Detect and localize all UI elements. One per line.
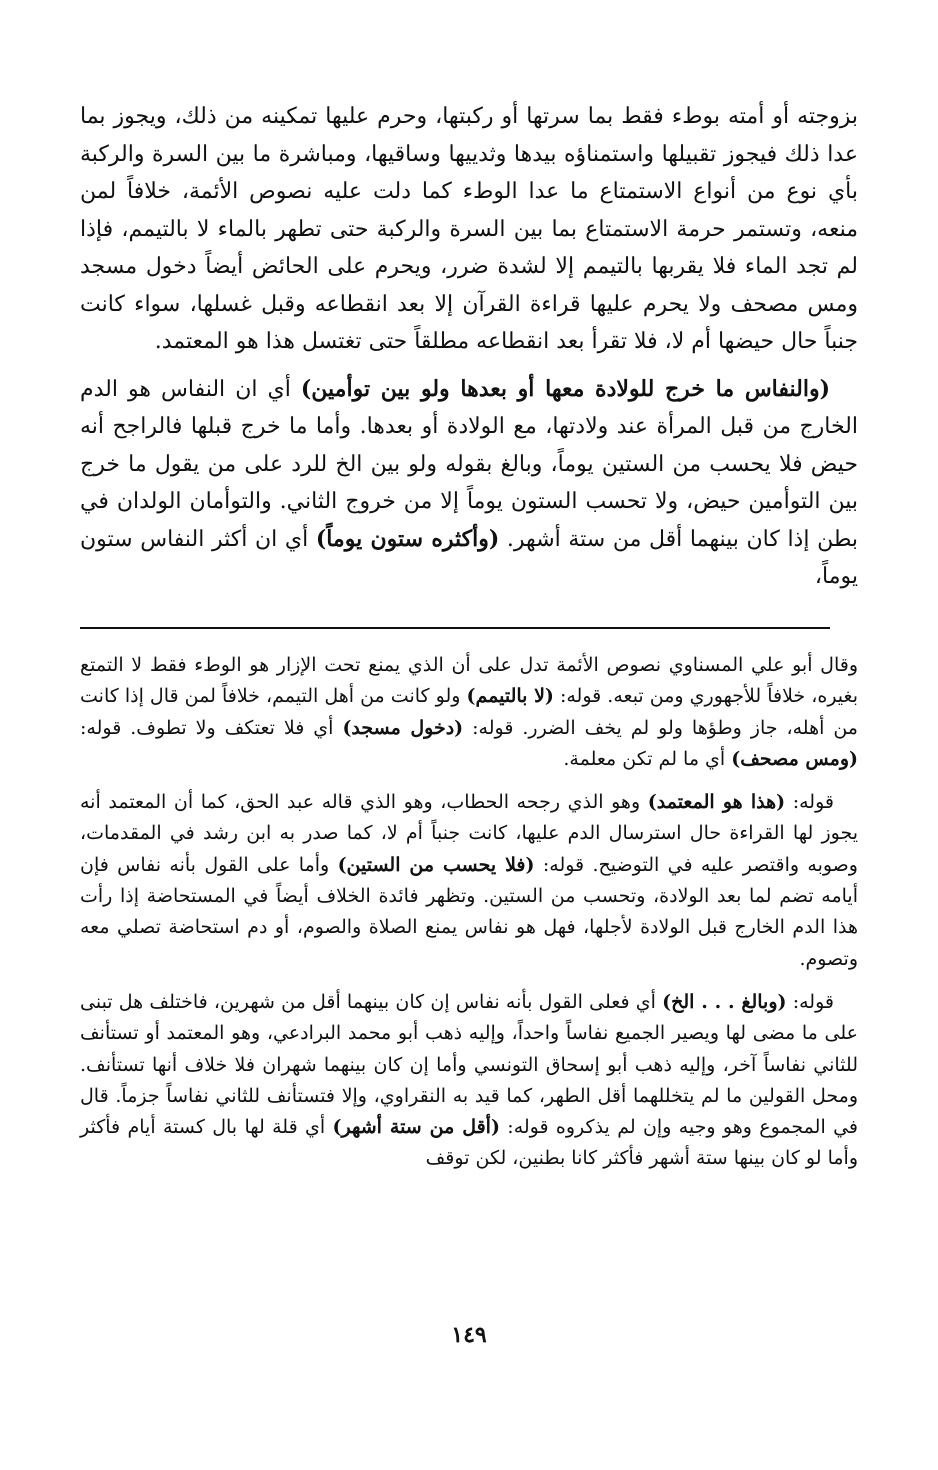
footnote-2-quote-2: (فلا يحسب من الستين) (337, 853, 535, 876)
footnote-1-text-2: ولو كانت من أهل التيمم، خلافاً لمن قال إذا كانت من أهله، جاز وطؤها ولو لم يخف الضرر. قوله: (80, 685, 858, 739)
footnote-3-quote-2: (أقل من ستة أشهر) (332, 1116, 500, 1139)
main-paragraph-2 (80, 371, 858, 596)
footnote-3-text-3: أي قلة لها بال كستة أيام فأكثر وأما لو كان بينها ستة أشهر فأكثر كانا بطنين، لكن توقف (80, 1116, 858, 1170)
footnote-1-text-3: أي فلا تعتكف ولا تطوف. قوله: (80, 716, 343, 739)
footnote-3-text-1: قوله: (786, 990, 834, 1013)
main-paragraph-2-text-2: أي ان أكثر النفاس ستون يوماً، (80, 526, 858, 589)
footnote-1-quote-3: (ومس مصحف) (731, 747, 858, 770)
main-paragraph-1 (80, 98, 858, 361)
footnote-3-quote-1: (وبالغ . . . الخ) (662, 990, 787, 1013)
footnote-2 (80, 787, 858, 975)
footnote-1-text-4: أي ما لم تكن معلمة. (563, 747, 732, 770)
footnote-2-text-2: وهو الذي رجحه الحطاب، وهو الذي قاله عبد الحق، كما أن المعتمد أنه يجوز لها القراءة حال استرسال الدم عليها، كانت جنباً أم لا، كما صدر به ابن رشد في المقدمات، وصوبه واقتصر عليه في التوضيح. قوله: (80, 791, 858, 876)
main-paragraph-2-text-1: أي ان النفاس هو الدم الخارج من قبل المرأة عند ولادتها، مع الولادة أو بعدها. وأما ما خرج قبلها فالراجح أنه حيض فلا يحسب من الستين يوماً، وبالغ بقوله ولو بين الخ للرد على من يقول ما خرج بين التوأمين حيض، ولا تحسب الستون يوماً إلا من خروج الثاني. والتوأمان الولدان في بطن إذا كان بينهما أقل من ستة أشهر. (80, 376, 859, 552)
footnote-2-quote-1: (هذا هو المعتمد) (647, 791, 786, 814)
footnote-3 (80, 987, 858, 1175)
footnote-divider (80, 627, 830, 629)
footnote-2-text-1: قوله: (785, 791, 834, 814)
footnote-2-text-3: وأما على القول بأنه نفاس فإن أيامه تضم لما بعد الولادة، وتحسب من الستين. وتظهر فائدة الخلاف أيضاً في المستحاضة إذا رأت هذا الدم الخارج قبل الولادة لأجلها، فهل هو نفاس يمنع الصلاة والصوم، أو دم استحاضة تصلي معه وتصوم. (80, 853, 858, 970)
footnote-1-text-1: وقال أبو علي المسناوي نصوص الأئمة تدل على أن الذي يمنع تحت الإزار هو الوطء فقط لا التمتع بغيره، خلافاً للأجهوري ومن تبعه. قوله: (80, 654, 858, 708)
main-text-block (80, 98, 858, 606)
main-quote-nifas: (والنفاس ما خرج للولادة معها أو بعدها ولو بين توأمين) (300, 375, 830, 402)
footnote-1-quote-2: (دخول مسجد) (342, 716, 464, 739)
main-paragraph-1-text: بزوجته أو أمته بوطء فقط بما سرتها أو ركبتها، وحرم عليها تمكينه من ذلك، ويجوز بما عدا ذلك فيجوز تقبيلها واستمناؤه بيدها وثدييها وساقيها، ومباشرة ما بين السرة والركبة بأي نوع من أنواع الاستمتاع ما عدا الوطء كما دلت عليه نصوص الأئمة، خلافاً لمن منعه، وتستمر حرمة الاستمتاع بما بين السرة والركبة حتى تطهر بالماء لا بالتيمم، فإذا لم تجد الماء فلا يقربها بالتيمم إلا لشدة ضرر، ويحرم على الحائض أيضاً دخول مسجد ومس مصحف ولا يحرم عليها قراءة القرآن إلا بعد انقطاعه وقبل غسلها، سواء كانت جنباً حال حيضها أم لا، فلا تقرأ بعد انقطاعه مطلقاً حتى تغتسل هذا هو المعتمد. (80, 104, 858, 354)
page-number: ١٤٩ (451, 1322, 487, 1348)
footnote-1 (80, 650, 858, 775)
footnote-1-quote-1: (لا بالتيمم) (466, 685, 554, 708)
footnotes-block (80, 650, 858, 1187)
main-quote-sixty-days: (وأكثره ستون يوماً) (315, 525, 500, 552)
footnote-3-text-2: أي فعلى القول بأنه نفاس إن كان بينهما أقل من شهرين، فاختلف هل تبنى على ما مضى لها ويصير الجميع نفاساً واحداً، وإليه ذهب أبو محمد البرادعي، وهو المعتمد أو تستأنف للثاني نفاساً آخر، وإليه ذهب أبو إسحاق التونسي وأما إن كان بينهما شهران فلا خلاف أنها تستأنف. ومحل القولين ما لم يتخللهما أقل الطهر، كما قيد به النقراوي، وإلا فتستأنف للثاني نفاساً جزماً. قال في المجموع وهو وجيه وإن لم يذكروه قوله: (80, 990, 858, 1139)
